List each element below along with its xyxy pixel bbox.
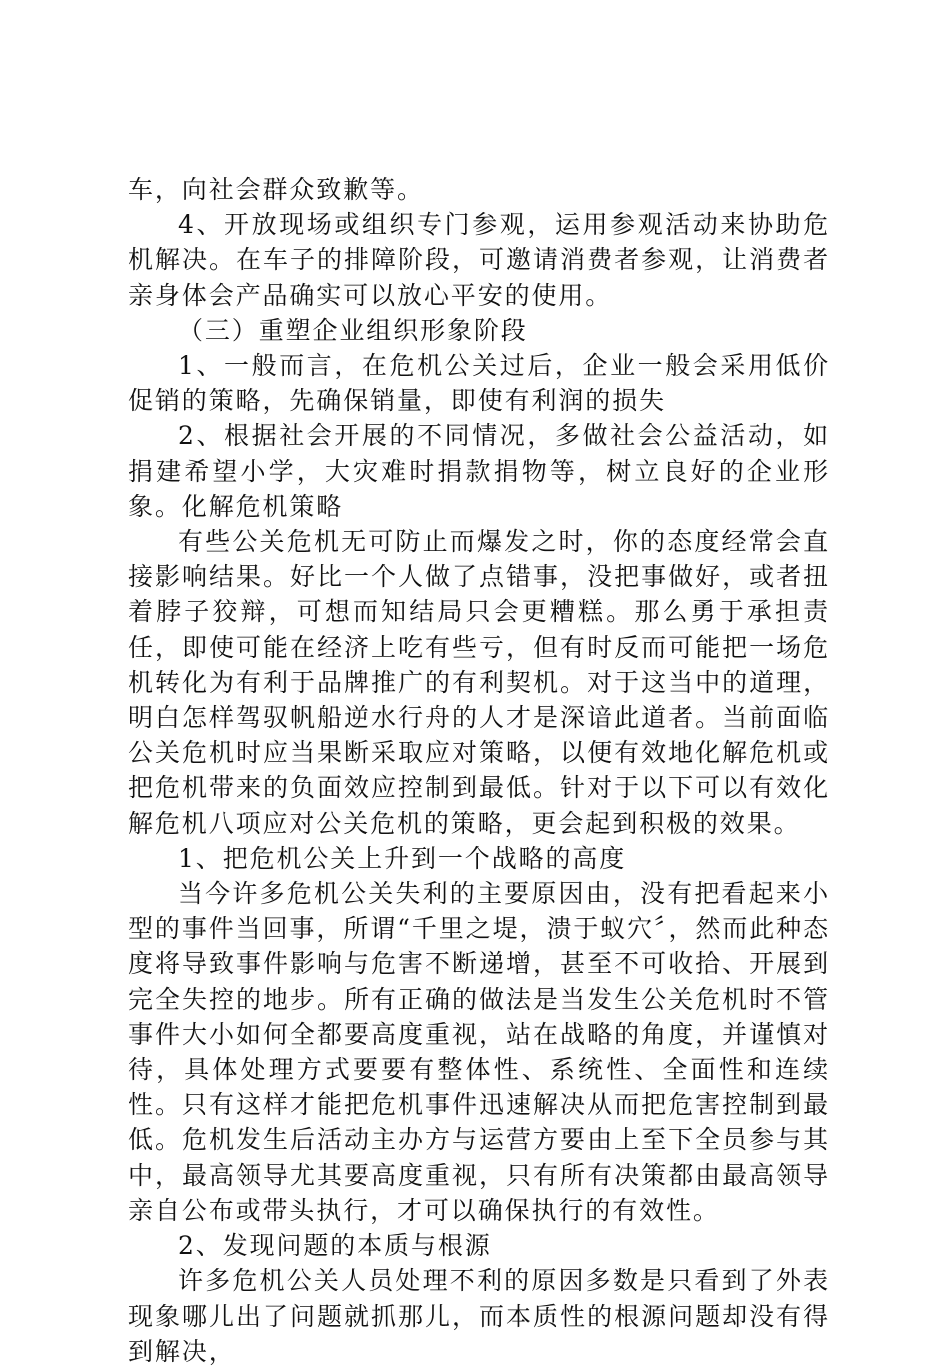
paragraph-low-price: 1、一般而言，在危机公关过后，企业一般会采用低价促销的策略，先确保销量，即使有利润的损失: [128, 351, 830, 416]
document-body: [128, 172, 830, 1369]
section-heading-stage-three: （三）重塑企业组织形象阶段: [178, 315, 528, 345]
section-heading-root-cause: 2、发现问题的本质与根源: [178, 1231, 492, 1261]
paragraph-public-welfare: 2、根据社会开展的不同情况，多做社会公益活动，如捐建希望小学，大灾难时捐款捐物等，树立良好的企业形象。化解危机策略: [128, 421, 830, 521]
section-heading-strategy-height: 1、把危机公关上升到一个战略的高度: [178, 843, 627, 873]
paragraph-car-apology: 车，向社会群众致歉等。: [128, 175, 424, 204]
paragraph-root-cause-body: 许多危机公关人员处理不利的原因多数是只看到了外表现象哪儿出了问题就抓那儿，而本质性的根源问题却没有得到解决，: [128, 1266, 830, 1366]
paragraph-attitude: 有些公关危机无可防止而爆发之时，你的态度经常会直接影响结果。好比一个人做了点错事，没把事做好，或者扭着脖子狡辩，可想而知结局只会更糟糕。那么勇于承担责任，即使可能在经济上吃有些亏，但有时反而可能把一场危机转化为有利于品牌推广的有利契机。对于这当中的道理，明白怎样驾驭帆船逆水行舟的人才是深谙此道者。当前面临公关危机时应当果断采取应对策略，以便有效地化解危机或把危机带来的负面效应控制到最低。针对于以下可以有效化解危机八项应对公关危机的策略，更会起到积极的效果。: [128, 527, 830, 838]
paragraph-open-site: 4、开放现场或组织专门参观，运用参观活动来协助危机解决。在车子的排障阶段，可邀请消费者参观，让消费者亲身体会产品确实可以放心平安的使用。: [128, 210, 830, 310]
paragraph-strategy-body: 当今许多危机公关失利的主要原因由，没有把看起来小型的事件当回事，所谓“千里之堤，溃于蚁穴〞，然而此种态度将导致事件影响与危害不断递增，甚至不可收拾、开展到完全失控的地步。所有正确的做法是当发生公关危机时不管事件大小如何全都要高度重视，站在战略的角度，并谨慎对待，具体处理方式要要有整体性、系统性、全面性和连续性。只有这样才能把危机事件迅速解决从而把危害控制到最低。危机发生后活动主办方与运营方要由上至下全员参与其中，最高领导尤其要高度重视，只有所有决策都由最高领导亲自公布或带头执行，才可以确保执行的有效性。: [128, 879, 830, 1225]
